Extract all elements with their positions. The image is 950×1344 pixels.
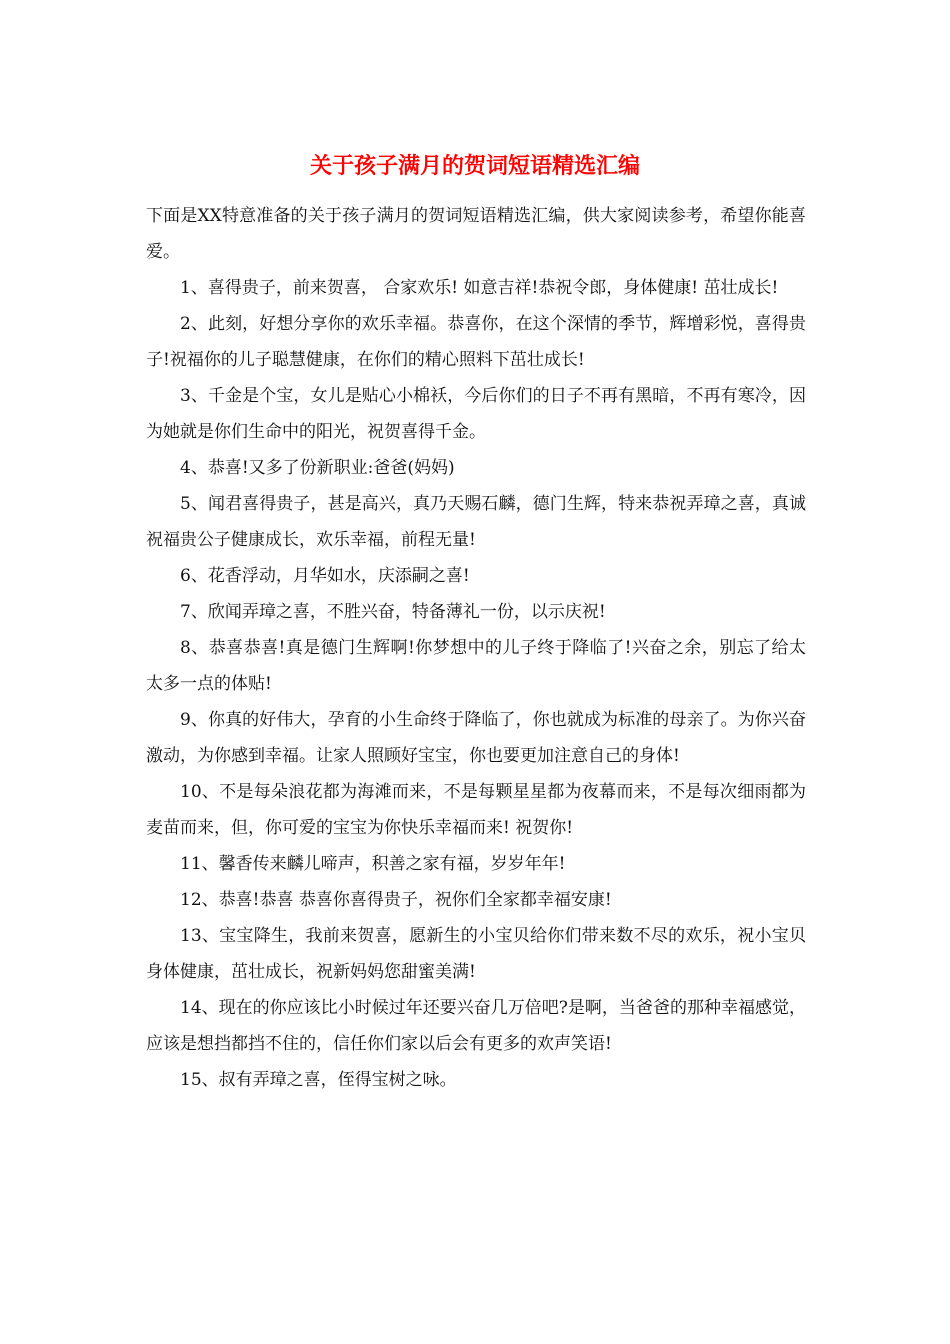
intro-paragraph: 下面是XX特意准备的关于孩子满月的贺词短语精选汇编，供大家阅读参考，希望你能喜爱。 [146, 206, 806, 262]
list-item: 6、花香浮动，月华如水，庆添嗣之喜! [180, 566, 470, 586]
list-item: 4、恭喜!又多了份新职业:爸爸(妈妈) [180, 458, 455, 478]
list-item: 14、现在的你应该比小时候过年还要兴奋几万倍吧?是啊，当爸爸的那种幸福感觉，应该是想挡都挡不住的，信任你们家以后会有更多的欢声笑语! [146, 998, 806, 1054]
list-item: 12、恭喜!恭喜 恭喜你喜得贵子，祝你们全家都幸福安康! [180, 890, 612, 910]
list-item: 10、不是每朵浪花都为海滩而来，不是每颗星星都为夜幕而来，不是每次细雨都为麦苗而来，但，你可爱的宝宝为你快乐幸福而来! 祝贺你! [146, 782, 806, 838]
list-item: 1、喜得贵子，前来贺喜， 合家欢乐! 如意吉祥!恭祝令郎，身体健康! 茁壮成长! [180, 278, 779, 298]
list-item: 11、馨香传来麟儿啼声，积善之家有福，岁岁年年! [180, 854, 566, 874]
list-item: 5、闻君喜得贵子，甚是高兴，真乃天赐石麟，德门生辉，特来恭祝弄璋之喜，真诚祝福贵公子健康成长，欢乐幸福，前程无量! [146, 494, 806, 550]
list-item: 7、欣闻弄璋之喜，不胜兴奋，特备薄礼一份，以示庆祝! [180, 602, 606, 622]
list-item: 9、你真的好伟大，孕育的小生命终于降临了，你也就成为标准的母亲了。为你兴奋激动，为你感到幸福。让家人照顾好宝宝，你也要更加注意自己的身体! [146, 710, 806, 766]
list-item: 2、此刻，好想分享你的欢乐幸福。恭喜你，在这个深情的季节，辉增彩悦，喜得贵子!祝福你的儿子聪慧健康，在你们的精心照料下茁壮成长! [146, 314, 806, 370]
list-item: 3、千金是个宝，女儿是贴心小棉袄，今后你们的日子不再有黑暗，不再有寒冷，因为她就是你们生命中的阳光，祝贺喜得千金。 [146, 386, 806, 442]
list-item: 13、宝宝降生，我前来贺喜，愿新生的小宝贝给你们带来数不尽的欢乐，祝小宝贝身体健康，茁壮成长，祝新妈妈您甜蜜美满! [146, 926, 806, 982]
document-title: 关于孩子满月的贺词短语精选汇编 [309, 153, 640, 179]
list-item: 8、恭喜恭喜!真是德门生辉啊!你梦想中的儿子终于降临了!兴奋之余，别忘了给太太多一点的体贴! [146, 638, 806, 694]
list-item: 15、叔有弄璋之喜，侄得宝树之咏。 [180, 1070, 457, 1090]
document-body [146, 198, 806, 1098]
